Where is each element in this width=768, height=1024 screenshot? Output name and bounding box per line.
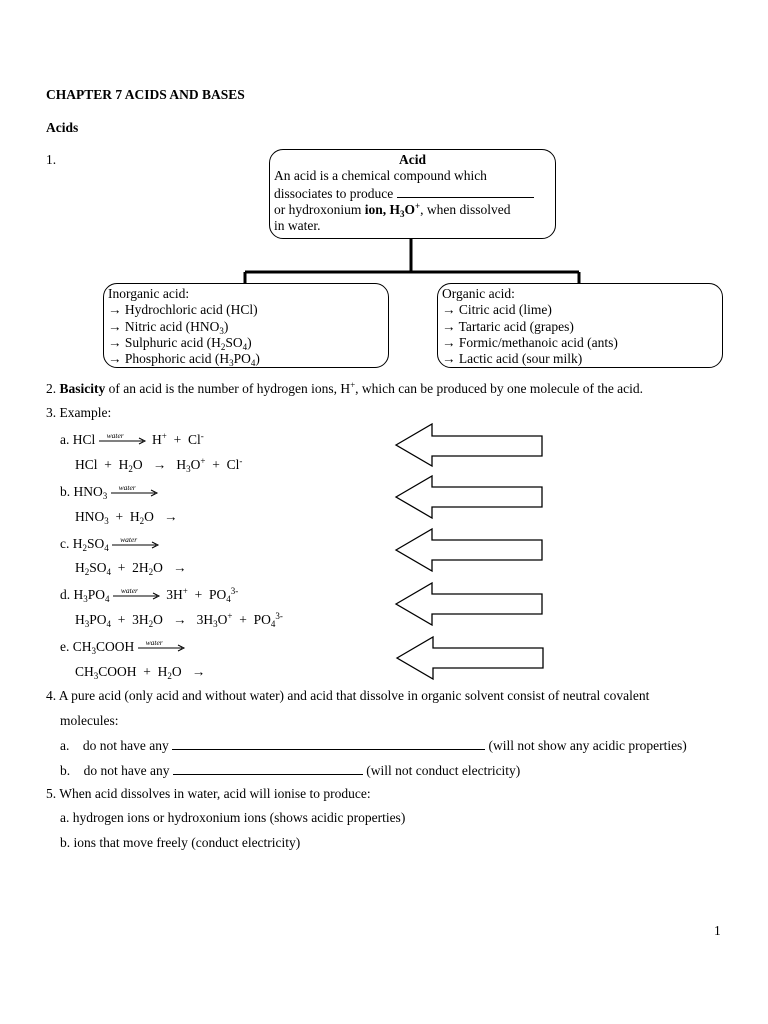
- water-label: water: [106, 430, 124, 440]
- item2-basicity: 2. Basicity of an acid is the number of hydrogen ions, H+, which can be produced by one molecule of the acid.: [46, 380, 644, 396]
- inorganic-item-h3po4: → Phosphoric acid $(H_3PO_4)$: [108, 351, 260, 368]
- organic-box-title: Organic acid:: [442, 286, 515, 301]
- example-e-label: e. CH: [60, 639, 92, 654]
- acid-box-title: Acid: [399, 152, 426, 167]
- acid-box-line3-pre: or hydroxonium: [274, 201, 365, 217]
- item4-b-post: (will not conduct electricity): [366, 763, 521, 778]
- item5-b: b. ions that move freely (conduct electricity): [60, 835, 301, 850]
- item-number-1: 1.: [46, 152, 57, 167]
- item2-bold: Basicity: [59, 381, 106, 396]
- acid-box-line3-post: , when dissolved: [420, 201, 511, 217]
- section-heading-acids: Acids: [46, 120, 79, 135]
- water-label: water: [118, 482, 136, 492]
- item4-b-pre: do not have any: [83, 763, 170, 778]
- example-a-label: a. HCl: [60, 432, 96, 447]
- organic-item-citric: → Citric acid (lime): [442, 302, 552, 318]
- example-b-line2: $HNO_3 + H_2O$ →: [75, 509, 178, 526]
- item4-line1: 4. A pure acid (only acid and without water) and acid that dissolve in organic solvent consist of neutral covalent: [46, 688, 650, 703]
- item4-b-label: b.: [60, 763, 71, 778]
- answer-blank-3[interactable]: [173, 762, 363, 775]
- page-title: CHAPTER 7 ACIDS AND BASES: [46, 87, 245, 102]
- answer-arrow-e[interactable]: [397, 637, 543, 679]
- example-e-line2: $CH_3COOH + H_2O$ →: [75, 664, 206, 681]
- inorganic-item-hno3-text: → Nitric acid (HNO: [108, 318, 220, 334]
- hydroxonium-formula: ion, $H_3O^+$: [364, 200, 421, 219]
- organic-item-formic: → Formic/methanoic acid (ants): [442, 334, 618, 350]
- item2-number: 2.: [46, 381, 57, 396]
- acid-box-line3-bold: ion, H: [364, 201, 401, 217]
- item2-text-end: , which can be produced by one molecule of the acid.: [355, 381, 644, 396]
- organic-item-tartaric: → Tartaric acid (grapes): [442, 318, 574, 334]
- example-a-line2: HCl + $H_2O \to H_3O^+ + Cl^-$: [75, 456, 243, 474]
- answer-arrow-d[interactable]: [396, 583, 542, 625]
- answer-arrow-a[interactable]: [396, 424, 542, 466]
- item4-a: [60, 737, 687, 754]
- answer-arrow-b[interactable]: [396, 476, 542, 518]
- inorganic-box-title: Inorganic acid:: [108, 286, 190, 301]
- acid-box-line4: in water.: [274, 218, 321, 234]
- water-label: water: [120, 534, 138, 544]
- example-c-line1: c. $H_2SO_4$ water: [60, 536, 162, 552]
- inorganic-item-hcl: → Hydrochloric acid (HCl): [108, 302, 258, 318]
- acid-box-line1: An acid is a chemical compound which: [274, 168, 487, 184]
- item5-line1: 5. When acid dissolves in water, acid will ionise to produce:: [46, 786, 371, 801]
- inorganic-item-hno3: → Nitric acid $(HNO_3)$: [108, 318, 229, 336]
- inorganic-item-h2so4: → Sulphuric acid $(H_2SO_4)$: [108, 334, 252, 352]
- item4-a-post: (will not show any acidic properties): [488, 738, 687, 753]
- example-b-label: b. HNO: [60, 484, 103, 499]
- example-c-label: c. H: [60, 536, 83, 551]
- example-a-line1: a. HCl water H+ + Cl-: [60, 432, 204, 448]
- example-d-line2: $H_3PO_4 + 3H_2O \to 3H_3O^+ + PO_4^{3-}$: [75, 611, 283, 629]
- organic-item-lactic: → Lactic acid (sour milk): [442, 351, 583, 367]
- inorganic-item-h2so4-text: → Sulphuric acid (H: [108, 334, 221, 350]
- example-d-label: d. H: [60, 587, 84, 602]
- item4-a-pre: do not have any: [82, 738, 169, 753]
- acid-box-line2-text: dissociates to produce: [274, 185, 394, 201]
- example-e-line1: e. $CH_3COOH$ water: [60, 639, 188, 655]
- answer-blank-2[interactable]: [172, 737, 485, 750]
- example-b-line1: b. $HNO_3$ water: [60, 484, 161, 500]
- item4-b: [60, 762, 520, 779]
- inorganic-item-h3po4-text: → Phosphoric acid (H: [108, 351, 230, 367]
- water-label: water: [145, 637, 163, 647]
- example-c-line2: $H_2SO_4 + 2H_2O$ →: [75, 560, 187, 577]
- item4-a-label: a.: [60, 738, 70, 753]
- item2-text: of an acid is the number of hydrogen ions, H: [105, 381, 351, 396]
- page-number: 1: [714, 923, 721, 938]
- answer-arrow-c[interactable]: [396, 529, 542, 571]
- example-d-line1: d. $H_3PO_4$ water $3H^+ + PO_4^{3-}$: [60, 587, 238, 603]
- item3-example: 3. Example:: [46, 405, 112, 420]
- water-label: water: [120, 585, 138, 595]
- item4-line2: molecules:: [60, 713, 119, 728]
- item5-a: a. hydrogen ions or hydroxonium ions (shows acidic properties): [60, 810, 406, 825]
